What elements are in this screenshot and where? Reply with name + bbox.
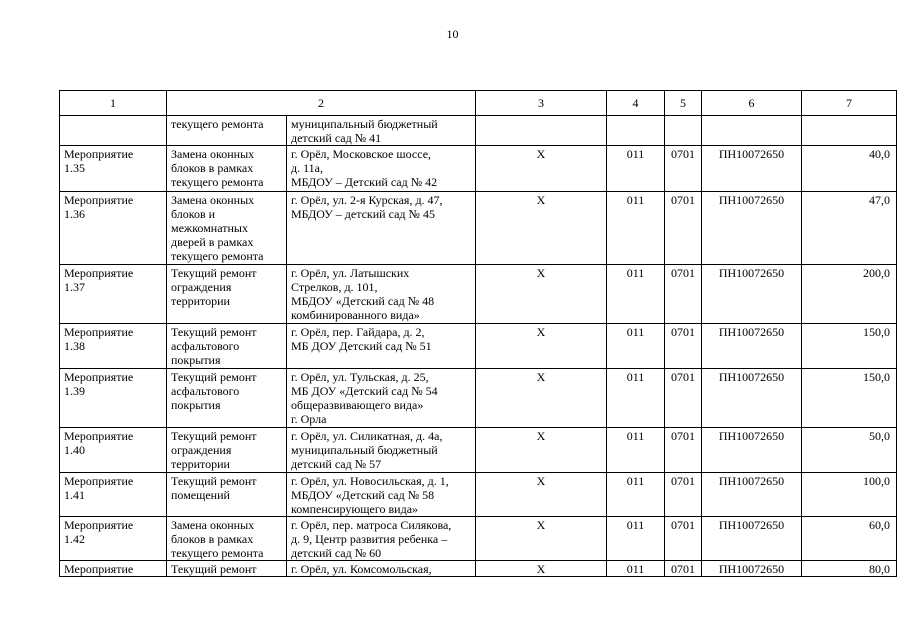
table-row	[60, 369, 897, 428]
work-type-cell	[167, 428, 287, 473]
address-cell-line: МБДОУ «Детский сад № 48	[291, 294, 435, 308]
address-cell-line: г. Орёл, пер. матроса Силякова,	[291, 518, 452, 532]
col3-cell	[476, 116, 607, 146]
amount-cell: 150,0	[802, 324, 897, 369]
address-cell-line: МБ ДОУ Детский сад № 51	[291, 339, 432, 353]
col5-cell	[665, 116, 702, 146]
address-cell	[287, 473, 476, 517]
col4-cell: 011	[607, 192, 665, 265]
col5-cell: 0701	[665, 517, 702, 561]
work-type-cell-line: покрытия	[171, 353, 221, 367]
work-type-cell	[167, 146, 287, 192]
work-type-cell-line: помещений	[171, 488, 230, 502]
address-cell-line: д. 11а,	[291, 161, 323, 175]
col4-cell	[607, 116, 665, 146]
measure-number-cell-line: Мероприятие	[64, 266, 134, 280]
col4-cell: 011	[607, 324, 665, 369]
col3-cell: X	[476, 265, 607, 324]
address-cell	[287, 428, 476, 473]
address-cell-line: г. Орёл, ул. Тульская, д. 25,	[291, 370, 429, 384]
table-row	[60, 192, 897, 265]
amount-cell: 100,0	[802, 473, 897, 517]
col6-cell: ПН10072650	[702, 265, 802, 324]
work-type-cell	[167, 324, 287, 369]
work-type-cell-line: территории	[171, 294, 230, 308]
work-type-cell-line: асфальтового	[171, 339, 240, 353]
work-type-cell-line: блоков в рамках	[171, 532, 254, 546]
address-cell-line: детский сад № 41	[291, 131, 382, 145]
col6-cell: ПН10072650	[702, 324, 802, 369]
work-type-cell-line: Замена оконных	[171, 518, 255, 532]
col5-cell: 0701	[665, 369, 702, 428]
address-cell-line: МБДОУ «Детский сад № 58	[291, 488, 435, 502]
work-type-cell-line: территории	[171, 457, 230, 471]
measure-number-cell	[60, 146, 167, 192]
header-col-5: 5	[665, 91, 702, 116]
work-type-cell	[167, 192, 287, 265]
amount-cell: 50,0	[802, 428, 897, 473]
work-type-cell-line: межкомнатных	[171, 221, 248, 235]
table-header-row	[60, 91, 897, 116]
col5-cell: 0701	[665, 324, 702, 369]
col4-cell: 011	[607, 473, 665, 517]
work-type-cell-line: блоков в рамках	[171, 161, 254, 175]
col4-cell: 011	[607, 146, 665, 192]
measure-number-cell-line: Мероприятие	[64, 370, 134, 384]
col4-cell: 011	[607, 428, 665, 473]
work-type-cell-line: блоков и	[171, 207, 216, 221]
address-cell	[287, 265, 476, 324]
address-cell	[287, 116, 476, 146]
col4-cell: 011	[607, 561, 665, 577]
address-cell	[287, 369, 476, 428]
address-cell-line: МБДОУ – Детский сад № 42	[291, 175, 438, 189]
measure-number-cell-line: 1.41	[64, 488, 85, 502]
header-col-3: 3	[476, 91, 607, 116]
address-cell-line: детский сад № 57	[291, 457, 382, 471]
measure-number-cell-line: 1.42	[64, 532, 85, 546]
measure-number-cell	[60, 517, 167, 561]
address-cell-line: г. Орёл, ул. Новосильская, д. 1,	[291, 474, 449, 488]
col3-cell: X	[476, 369, 607, 428]
col6-cell: ПН10072650	[702, 517, 802, 561]
col3-cell: X	[476, 428, 607, 473]
col5-cell: 0701	[665, 428, 702, 473]
col3-cell: X	[476, 517, 607, 561]
col6-cell: ПН10072650	[702, 473, 802, 517]
work-type-cell-line: ограждения	[171, 280, 232, 294]
measure-number-cell-line: 1.40	[64, 443, 85, 457]
col6-cell: ПН10072650	[702, 192, 802, 265]
work-type-cell-line: текущего ремонта	[171, 249, 264, 263]
address-cell-line: МБДОУ – детский сад № 45	[291, 207, 435, 221]
measure-number-cell-line: Мероприятие	[64, 562, 134, 576]
work-type-cell-line: Замена оконных	[171, 193, 255, 207]
amount-cell: 47,0	[802, 192, 897, 265]
table-row	[60, 428, 897, 473]
work-type-cell-line: дверей в рамках	[171, 235, 254, 249]
header-col-2: 2	[167, 91, 476, 116]
measure-number-cell-line: Мероприятие	[64, 518, 134, 532]
col4-cell: 011	[607, 369, 665, 428]
address-cell-line: г. Орёл, ул. Латышских	[291, 266, 410, 280]
work-type-cell-line: текущего ремонта	[171, 546, 264, 560]
table-row	[60, 116, 897, 146]
measure-number-cell-line: Мероприятие	[64, 147, 134, 161]
measure-number-cell-line: 1.35	[64, 161, 85, 175]
address-cell-line: г. Орёл, ул. Комсомольская,	[291, 562, 432, 576]
address-cell	[287, 192, 476, 265]
col6-cell	[702, 116, 802, 146]
header-col-4: 4	[607, 91, 665, 116]
col6-cell: ПН10072650	[702, 146, 802, 192]
col3-cell: X	[476, 324, 607, 369]
page-number: 10	[446, 27, 459, 41]
col4-cell: 011	[607, 517, 665, 561]
amount-cell: 40,0	[802, 146, 897, 192]
measure-number-cell	[60, 561, 167, 577]
measure-number-cell	[60, 192, 167, 265]
address-cell-line: Стрелков, д. 101,	[291, 280, 378, 294]
col4-cell: 011	[607, 265, 665, 324]
work-type-cell	[167, 473, 287, 517]
budget-measures-table	[59, 90, 897, 577]
amount-cell: 150,0	[802, 369, 897, 428]
address-cell	[287, 517, 476, 561]
address-cell	[287, 324, 476, 369]
work-type-cell-line: Текущий ремонт	[171, 266, 257, 280]
amount-cell	[802, 116, 897, 146]
table-row	[60, 517, 897, 561]
address-cell-line: г. Орла	[291, 412, 327, 426]
work-type-cell-line: Замена оконных	[171, 147, 255, 161]
address-cell-line: муниципальный бюджетный	[291, 117, 438, 131]
address-cell-line: муниципальный бюджетный	[291, 443, 438, 457]
measure-number-cell	[60, 324, 167, 369]
measure-number-cell	[60, 369, 167, 428]
measure-number-cell	[60, 265, 167, 324]
col5-cell: 0701	[665, 192, 702, 265]
measure-number-cell	[60, 116, 167, 146]
amount-cell: 80,0	[802, 561, 897, 577]
measure-number-cell	[60, 428, 167, 473]
amount-cell: 200,0	[802, 265, 897, 324]
col3-cell: X	[476, 561, 607, 577]
work-type-cell	[167, 265, 287, 324]
col5-cell: 0701	[665, 473, 702, 517]
header-col-1: 1	[60, 91, 167, 116]
measure-number-cell-line: 1.38	[64, 339, 85, 353]
col6-cell: ПН10072650	[702, 369, 802, 428]
work-type-cell	[167, 369, 287, 428]
table-row	[60, 473, 897, 517]
work-type-cell	[167, 561, 287, 577]
address-cell-line: МБ ДОУ «Детский сад № 54	[291, 384, 438, 398]
work-type-cell	[167, 116, 287, 146]
col6-cell: ПН10072650	[702, 561, 802, 577]
work-type-cell-line: Текущий ремонт	[171, 562, 257, 576]
table-row	[60, 146, 897, 192]
address-cell-line: детский сад № 60	[291, 546, 382, 560]
address-cell	[287, 146, 476, 192]
measure-number-cell-line: 1.37	[64, 280, 85, 294]
header-col-7: 7	[802, 91, 897, 116]
address-cell-line: г. Орёл, пер. Гайдара, д. 2,	[291, 325, 425, 339]
measure-number-cell-line: Мероприятие	[64, 193, 134, 207]
col3-cell: X	[476, 146, 607, 192]
address-cell-line: общеразвивающего вида»	[291, 398, 424, 412]
work-type-cell-line: Текущий ремонт	[171, 325, 257, 339]
measure-number-cell-line: Мероприятие	[64, 474, 134, 488]
measure-number-cell-line: Мероприятие	[64, 429, 134, 443]
table-row	[60, 324, 897, 369]
col5-cell: 0701	[665, 561, 702, 577]
measure-number-cell-line: 1.39	[64, 384, 85, 398]
address-cell-line: комбинированного вида»	[291, 308, 420, 322]
address-cell-line: г. Орёл, ул. Силикатная, д. 4а,	[291, 429, 443, 443]
work-type-cell-line: текущего ремонта	[171, 117, 264, 131]
measure-number-cell-line: 1.36	[64, 207, 85, 221]
col3-cell: X	[476, 192, 607, 265]
table-row	[60, 265, 897, 324]
address-cell	[287, 561, 476, 577]
header-col-6: 6	[702, 91, 802, 116]
address-cell-line: компенсирующего вида»	[291, 502, 419, 516]
col5-cell: 0701	[665, 265, 702, 324]
col5-cell: 0701	[665, 146, 702, 192]
work-type-cell-line: Текущий ремонт	[171, 370, 257, 384]
work-type-cell-line: ограждения	[171, 443, 232, 457]
work-type-cell-line: асфальтового	[171, 384, 240, 398]
address-cell-line: г. Орёл, Московское шоссе,	[291, 147, 432, 161]
measure-number-cell-line: Мероприятие	[64, 325, 134, 339]
address-cell-line: г. Орёл, ул. 2-я Курская, д. 47,	[291, 193, 443, 207]
table-row	[60, 561, 897, 577]
work-type-cell-line: текущего ремонта	[171, 175, 264, 189]
work-type-cell-line: покрытия	[171, 398, 221, 412]
work-type-cell	[167, 517, 287, 561]
col6-cell: ПН10072650	[702, 428, 802, 473]
col3-cell: X	[476, 473, 607, 517]
work-type-cell-line: Текущий ремонт	[171, 474, 257, 488]
work-type-cell-line: Текущий ремонт	[171, 429, 257, 443]
amount-cell: 60,0	[802, 517, 897, 561]
measure-number-cell	[60, 473, 167, 517]
address-cell-line: д. 9, Центр развития ребенка –	[291, 532, 448, 546]
